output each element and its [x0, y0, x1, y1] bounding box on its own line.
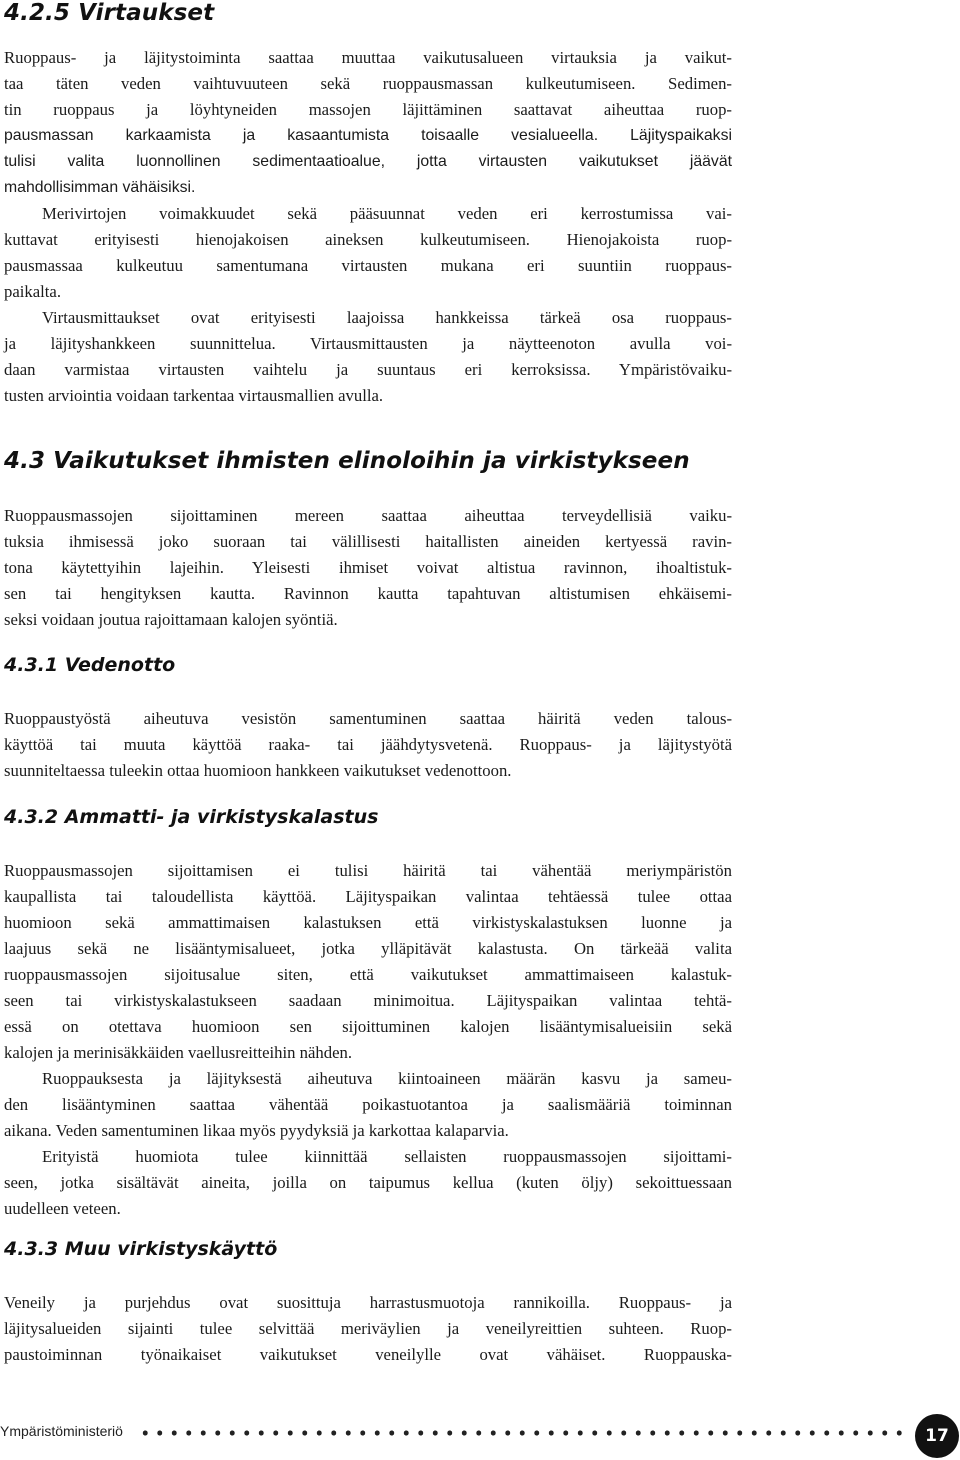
text-line: suunniteltaessa tuleekin ottaa huomioon hankkeen vaikutukset vedenottoon. — [4, 761, 512, 780]
page-footer — [0, 1410, 960, 1460]
text-line: pausmassaa kulkeutuu samentumana virtausten mukana eri suuntiin ruoppaus- — [4, 256, 732, 275]
text-line: Merivirtojen voimakkuudet sekä pääsuunnat veden eri kerrostumissa vai- — [42, 204, 732, 223]
text-line: Ruoppausmassojen sijoittamisen ei tulisi häiritä tai vähentää meriympäristön — [4, 861, 732, 880]
text-line: tin ruoppaus ja löyhtyneiden massojen läjittäminen saattavat aiheuttaa ruop- — [4, 100, 732, 119]
paragraph-kalastus — [4, 858, 732, 1222]
text-line: Erityistä huomiota tulee kiinnittää sellaisten ruoppausmassojen sijoittami- — [42, 1147, 732, 1166]
text-line: uudelleen veteen. — [4, 1199, 121, 1218]
paragraph-virtaukset — [4, 45, 732, 409]
text-line: sen tai hengityksen kautta. Ravinnon kautta tapahtuvan altistumisen ehkäisemi- — [4, 584, 732, 603]
text-line: kuttavat erityisesti hienojakoisen aineksen kulkeutumiseen. Hienojakoista ruop- — [4, 230, 732, 249]
text-line: tusten arviointia voidaan tarkentaa virtausmallien avulla. — [4, 386, 384, 405]
text-line: pausmassan karkaamista ja kasaantumista toisaalle vesialueella. Läjityspaikaksi — [4, 127, 732, 144]
text-line: Ruoppauksesta ja läjityksestä aiheutuva kiintoaineen määrän kasvu ja sameu- — [42, 1069, 732, 1088]
text-line: Virtausmittaukset ovat erityisesti laajoissa hankkeissa tärkeä osa ruoppaus- — [42, 308, 732, 327]
footer-dotted-rule — [138, 1430, 908, 1436]
heading-muu-virkistyskaytto: 4.3.3 Muu virkistyskäyttö — [4, 1238, 278, 1260]
text-line: laajuus sekä ne lisääntymisalueet, jotka ylläpitävät kalastusta. On tärkeää valita — [4, 939, 732, 958]
heading-virtaukset: 4.2.5 Virtaukset — [4, 0, 215, 26]
paragraph-muu-virkistyskaytto — [4, 1290, 732, 1368]
text-line: kalojen ja merinisäkkäiden vaellusreitteihin nähden. — [4, 1043, 353, 1062]
text-line: läjitysalueiden sijainti tulee selvittää meriväylien ja veneilyreittien suhteen. Ruop- — [4, 1319, 732, 1338]
text-line: ja läjityshankkeen suunnittelua. Virtausmittausten ja näytteenoton avulla voi- — [4, 334, 732, 353]
text-line: essä on otettava huomioon sen sijoittuminen kalojen lisääntymisalueisiin sekä — [4, 1017, 732, 1036]
text-line: tuksia ihmisessä joko suoraan tai välillisesti haitallisten aineiden kertyessä ravin- — [4, 532, 732, 551]
text-line: taa täten veden vaihtuvuuteen sekä ruoppausmassan kulkeutumiseen. Sedimen- — [4, 74, 732, 93]
text-line: kaupallista tai taloudellista käyttöä. Läjityspaikan valintaa tehtäessä tulee ottaa — [4, 887, 732, 906]
text-line: seksi voidaan joutua rajoittamaan kalojen syöntiä. — [4, 610, 338, 629]
text-line: aikana. Veden samentuminen likaa myös pyydyksiä ja karkottaa kalaparvia. — [4, 1121, 509, 1140]
text-line: mahdollisimman vähäisiksi. — [4, 179, 196, 196]
footer-publisher: Ympäristöministeriö — [0, 1423, 123, 1439]
heading-kalastus: 4.3.2 Ammatti- ja virkistyskalastus — [4, 806, 379, 828]
text-line: huomioon sekä ammattimaisen kalastuksen että virkistyskalastuksen luonne ja — [4, 913, 732, 932]
text-line: Ruoppausmassojen sijoittaminen mereen saattaa aiheuttaa terveydellisiä vaiku- — [4, 506, 732, 525]
text-line: tulisi valita luonnollinen sedimentaatioalue, jotta virtausten vaikutukset jäävät — [4, 153, 732, 170]
text-line: Ruoppaustyöstä aiheutuva vesistön samentuminen saattaa häiritä veden talous- — [4, 709, 732, 728]
text-line: käyttöä tai muuta käyttöä raaka- tai jäähdytysvetenä. Ruoppaus- ja läjitystyötä — [4, 735, 732, 754]
heading-vaikutukset: 4.3 Vaikutukset ihmisten elinoloihin ja virkistykseen — [4, 448, 690, 474]
text-line: paustoiminnan työnaikaiset vaikutukset veneilylle ovat vähäiset. Ruoppauska- — [4, 1345, 732, 1364]
paragraph-vaikutukset — [4, 503, 732, 633]
text-line: Ruoppaus- ja läjitystoiminta saattaa muuttaa vaikutusalueen virtauksia ja vaikut- — [4, 48, 732, 67]
text-line: Veneily ja purjehdus ovat suosittuja harrastusmuotoja rannikoilla. Ruoppaus- ja — [4, 1293, 732, 1312]
text-line: seen tai virkistyskalastukseen saadaan minimoitua. Läjityspaikan valintaa tehtä- — [4, 991, 732, 1010]
paragraph-vedenotto — [4, 706, 732, 784]
page-number-badge: 17 — [915, 1414, 959, 1458]
text-line: daan varmistaa virtausten vaihtelu ja suuntaus eri kerroksissa. Ympäristövaiku- — [4, 360, 732, 379]
heading-vedenotto: 4.3.1 Vedenotto — [4, 654, 176, 676]
text-line: paikalta. — [4, 282, 61, 301]
text-line: tona käytettyihin lajeihin. Yleisesti ihmiset voivat altistua ravinnon, ihoaltistuk- — [4, 558, 732, 577]
text-line: ruoppausmassojen sijoitusalue siten, että vaikutukset ammattimaiseen kalastuk- — [4, 965, 732, 984]
text-line: seen, jotka sisältävät aineita, joilla on taipumus kellua (kuten öljy) sekoittuessaan — [4, 1173, 732, 1192]
text-line: den lisääntyminen saattaa vähentää poikastuotantoa ja saalismääriä toiminnan — [4, 1095, 732, 1114]
